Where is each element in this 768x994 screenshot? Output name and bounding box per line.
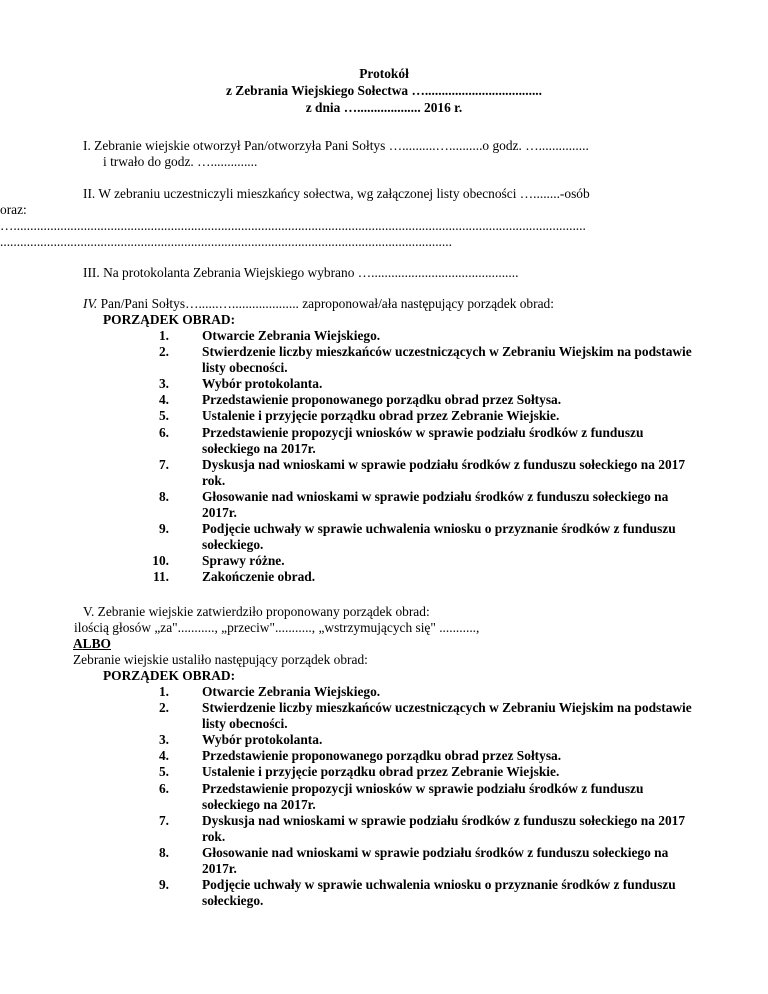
agenda-item [100, 376, 700, 392]
agenda-item-text: Ustalenie i przyjęcie porządku obrad przez Zebranie Wiejskie. [202, 764, 560, 780]
agenda-item [100, 425, 700, 457]
agenda-item-text: Stwierdzenie liczby mieszkańców uczestniczących w Zebraniu Wiejskim na podstawie listy obecności. [202, 344, 692, 376]
agenda-item [100, 748, 700, 764]
agenda-item-text: Zakończenie obrad. [202, 569, 316, 585]
agenda-item-number: 1. [158, 328, 169, 343]
agenda-item-number: 5. [158, 408, 169, 424]
agenda-item-number: 3. [158, 732, 169, 748]
agenda-item-number: 7. [158, 812, 169, 828]
agenda-item [100, 569, 700, 585]
document-subtitle: z Zebrania Wiejskiego Sołectwa …................................... [225, 83, 543, 98]
section-2-dotted-line-1: …........................................................................................................................................................................... [0, 218, 586, 233]
agenda-item [100, 457, 700, 489]
agenda-item [100, 553, 700, 569]
agenda-item-number: 7. [158, 456, 169, 472]
section-4-numeral: IV. [83, 296, 98, 311]
agenda-item [100, 845, 700, 877]
agenda-item-text: Sprawy różne. [202, 553, 285, 569]
agenda-2-list [100, 684, 700, 909]
agenda-item-text: Przedstawienie propozycji wniosków w sprawie podziału środków z funduszu sołeckiego na 2017r. [202, 424, 644, 456]
section-4-text: Pan/Pani Sołtys…......….................... zaproponował/ała następujący porządek obrad: [97, 296, 554, 311]
agenda-item [100, 489, 700, 521]
agenda-item [100, 877, 700, 909]
agenda-item [100, 813, 700, 845]
document-title: Protokół [359, 66, 409, 81]
agenda-item-text: Wybór protokolanta. [202, 376, 323, 392]
section-1-line-1: I. Zebranie wiejskie otworzył Pan/otworzyła Pani Sołtys …..........…..........o godz. …............... [83, 138, 589, 153]
agenda-item [100, 684, 700, 700]
agenda-item-number: 9. [158, 521, 169, 537]
agenda-item-text: Głosowanie nad wnioskami w sprawie podziału środków z funduszu sołeckiego na 2017r. [202, 844, 669, 877]
agenda-2-title: PORZĄDEK OBRAD: [103, 668, 236, 683]
agenda-item-text: Otwarcie Zebrania Wiejskiego. [202, 684, 381, 699]
agenda-item-number: 6. [158, 780, 169, 796]
section-2-dotted-line-2: ....................................................................................................................................... [0, 234, 452, 249]
agenda-item-number: 4. [158, 392, 169, 408]
agenda-item-number: 3. [158, 376, 169, 392]
agenda-item-number: 6. [158, 424, 169, 440]
agenda-item [100, 700, 700, 732]
agenda-item-text: Głosowanie nad wnioskami w sprawie podziału środków z funduszu sołeckiego na 2017r. [202, 488, 669, 521]
section-3-line-1: III. Na protokolanta Zebrania Wiejskiego wybrano …............................................ [83, 265, 519, 280]
agenda-item [100, 781, 700, 813]
agenda-item [100, 732, 700, 748]
document-date-line: z dnia …................... 2016 r. [305, 100, 463, 115]
section-2-line-2: oraz: [0, 202, 27, 217]
agenda-1-list [100, 328, 700, 586]
agenda-item-text: Przedstawienie proponowanego porządku obrad przez Sołtysa. [202, 392, 562, 408]
section-5-line-2: ilością głosów „za"..........., „przeciw"..........., „wstrzymujących się" ..........., [74, 620, 480, 635]
agenda-item-number: 2. [158, 700, 169, 716]
agenda-item [100, 764, 700, 780]
agenda-item-number: 2. [158, 344, 169, 360]
agenda-1-title: PORZĄDEK OBRAD: [103, 312, 236, 327]
agenda-item [100, 392, 700, 408]
agenda-item-text: Przedstawienie propozycji wniosków w sprawie podziału środków z funduszu sołeckiego na 2017r. [202, 780, 644, 812]
agenda-item-number: 11. [153, 569, 169, 585]
section-5-line-3: Zebranie wiejskie ustaliło następujący porządek obrad: [73, 652, 368, 667]
agenda-item [100, 344, 700, 376]
agenda-item [100, 521, 700, 553]
agenda-item-text: Podjęcie uchwały w sprawie uchwalenia wniosku o przyznanie środków z funduszu sołeckiego. [202, 877, 676, 909]
agenda-item-number: 4. [158, 748, 169, 764]
agenda-item-text: Stwierdzenie liczby mieszkańców uczestniczących w Zebraniu Wiejskim na podstawie listy obecności. [202, 700, 692, 732]
section-5-line-1: V. Zebranie wiejskie zatwierdziło proponowany porządek obrad: [83, 604, 430, 619]
agenda-item-text: Wybór protokolanta. [202, 732, 323, 748]
section-4-line-1 [83, 296, 554, 312]
section-1-line-2: i trwało do godz. ….............. [103, 154, 258, 169]
agenda-item-number: 8. [158, 488, 169, 504]
agenda-item-text: Podjęcie uchwały w sprawie uchwalenia wniosku o przyznanie środków z funduszu sołeckiego. [202, 521, 676, 553]
agenda-item-text: Ustalenie i przyjęcie porządku obrad przez Zebranie Wiejskie. [202, 408, 560, 424]
agenda-item-number: 1. [158, 684, 169, 699]
agenda-item-text: Przedstawienie proponowanego porządku obrad przez Sołtysa. [202, 748, 562, 764]
section-2-line-1: II. W zebraniu uczestniczyli mieszkańcy sołectwa, wg załączonej listy obecności …........-osób [83, 186, 590, 201]
agenda-item-text: Dyskusja nad wnioskami w sprawie podziału środków z funduszu sołeckiego na 2017 rok. [202, 812, 686, 844]
agenda-item-number: 8. [158, 844, 169, 860]
agenda-item [100, 328, 700, 344]
agenda-item-number: 9. [158, 877, 169, 893]
albo-label: ALBO [73, 636, 111, 651]
agenda-item-number: 10. [152, 553, 169, 569]
agenda-item-number: 5. [158, 764, 169, 780]
agenda-item-text: Otwarcie Zebrania Wiejskiego. [202, 328, 381, 343]
agenda-item-text: Dyskusja nad wnioskami w sprawie podziału środków z funduszu sołeckiego na 2017 rok. [202, 456, 686, 488]
agenda-item [100, 408, 700, 424]
document-header [0, 65, 768, 116]
